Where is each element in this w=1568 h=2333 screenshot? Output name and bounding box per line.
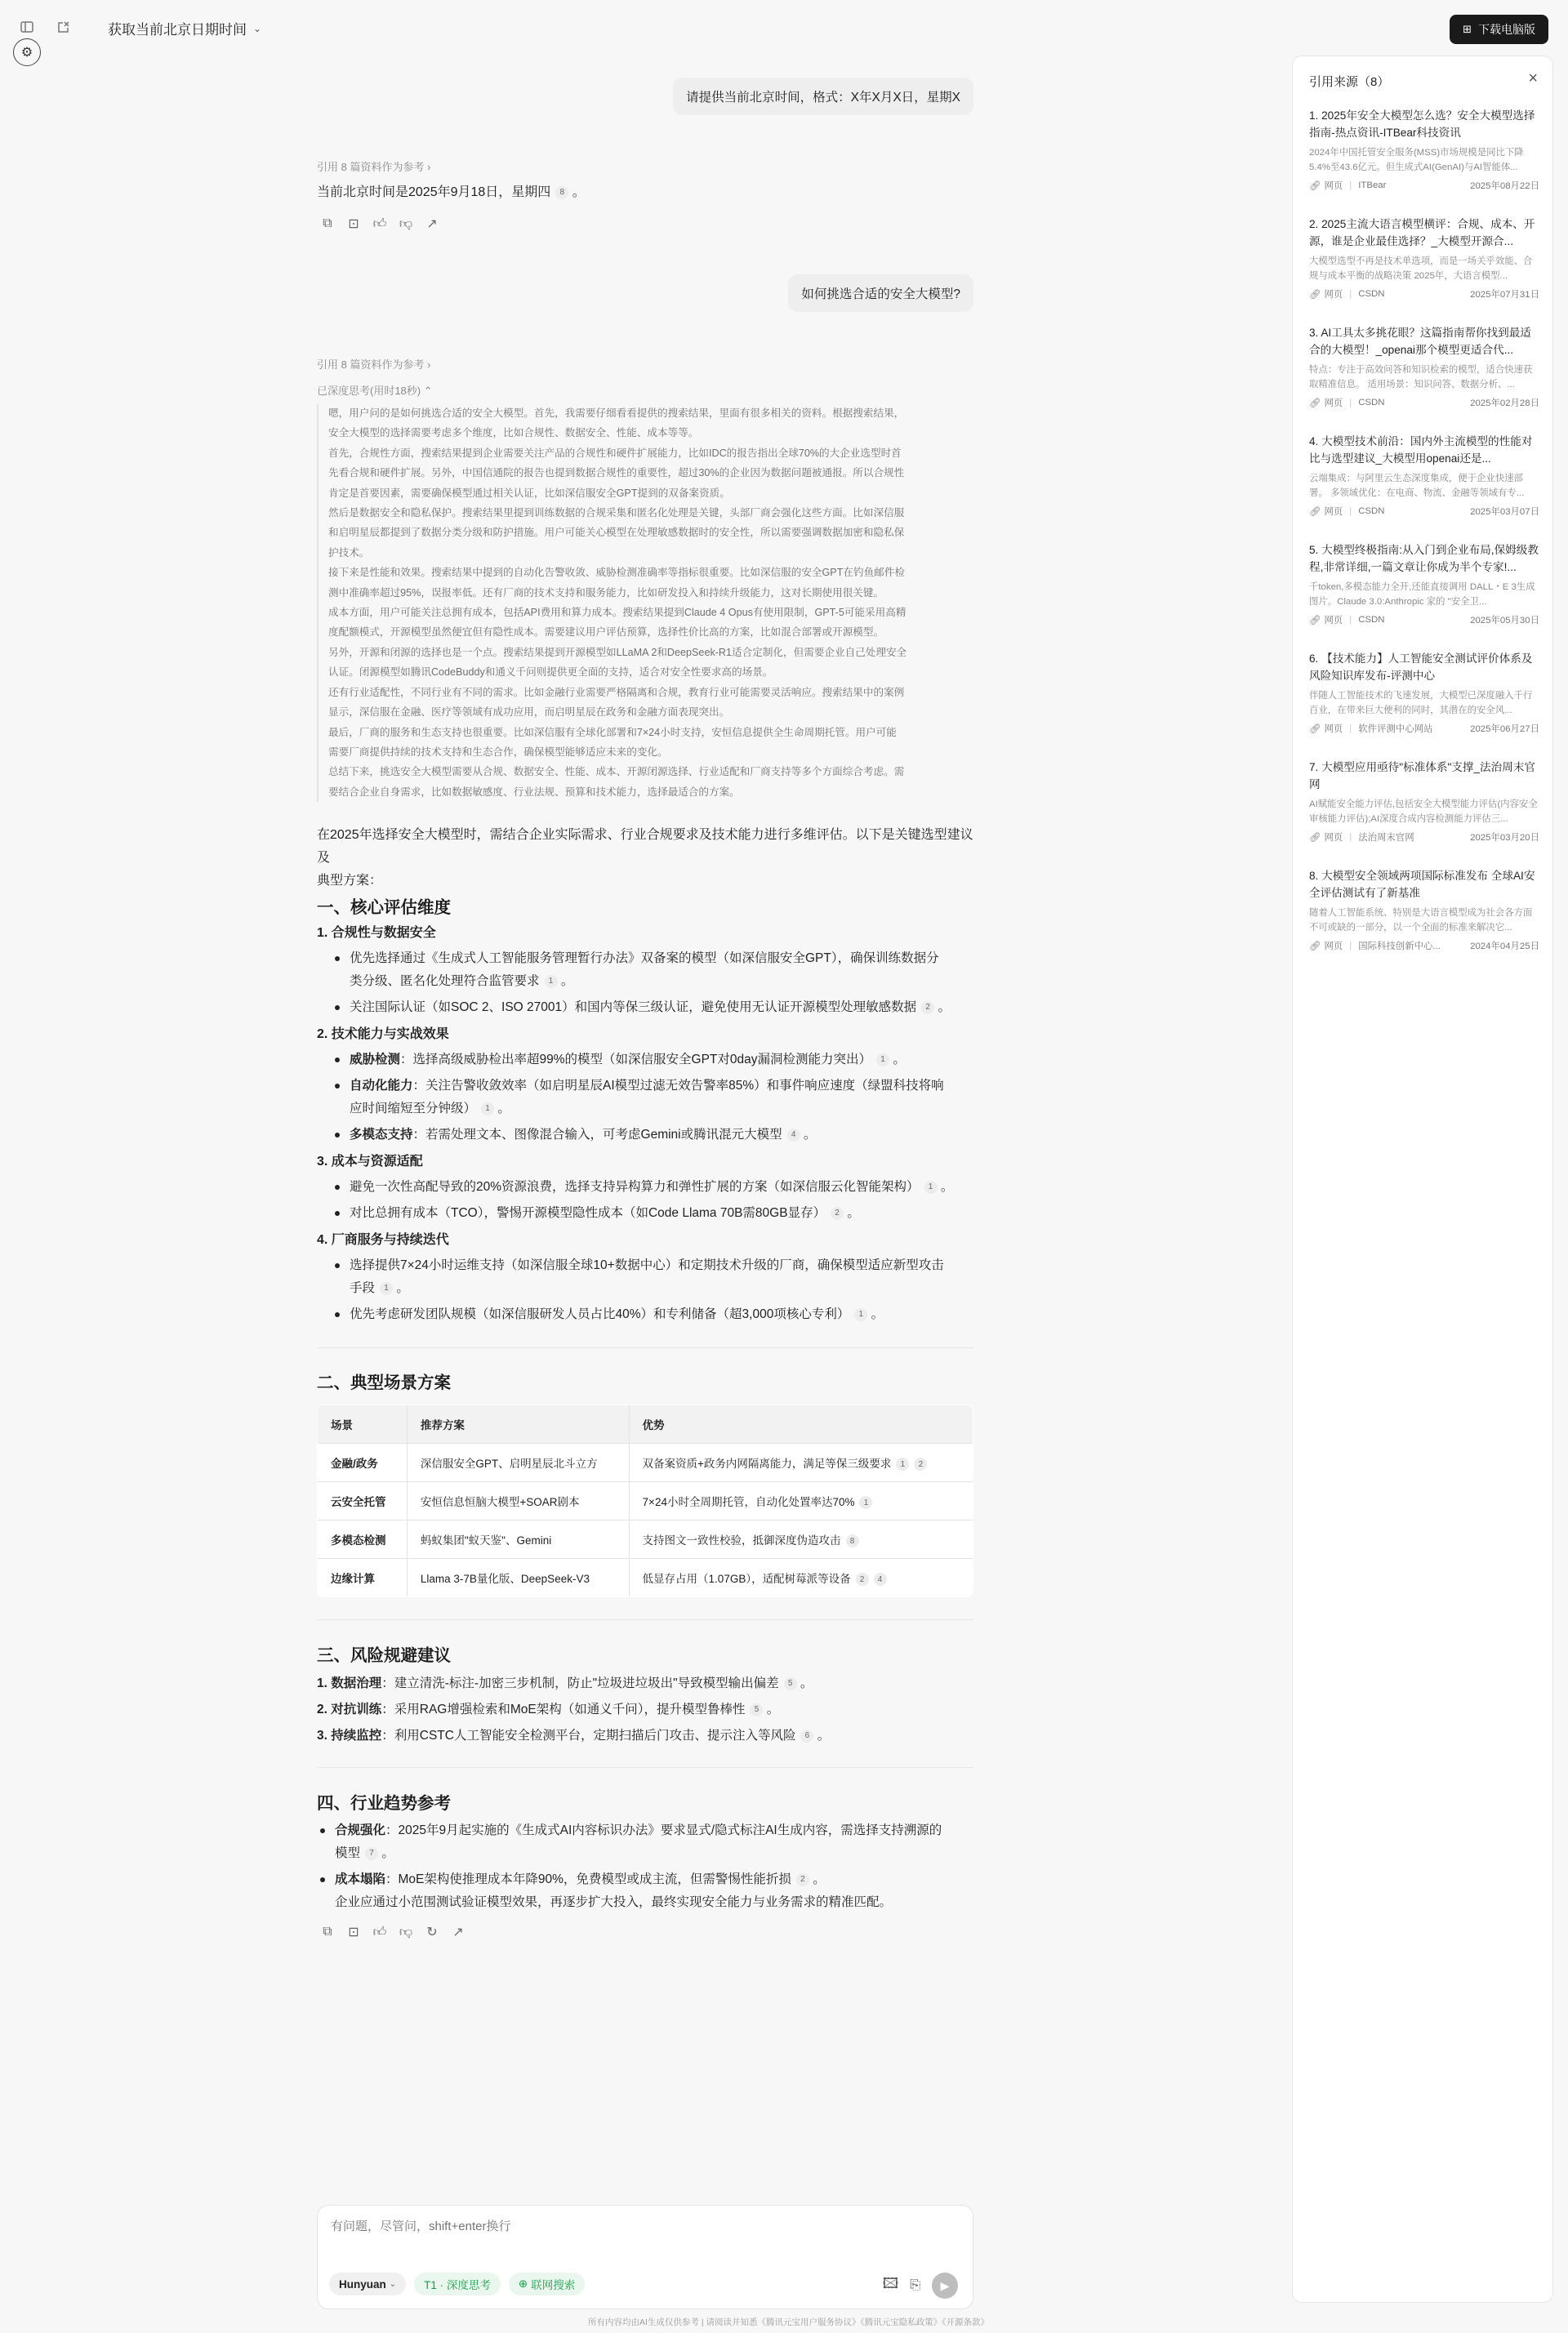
globe-icon: ⊕ <box>518 2277 528 2290</box>
source-item[interactable] <box>1309 107 1539 192</box>
section-heading: 二、典型场景方案 <box>317 1374 451 1392</box>
list-item: 成本塌陷：MoE架构使推理成本年降90%，免费模型或成主流，但需警惕性能折损 2 。 <box>317 1868 973 1891</box>
source-type: 网页 <box>1324 507 1343 517</box>
thinking-line: 总结下来，挑选安全大模型需要从合规、数据安全、性能、成本、开源闭源选择、行业适配和厂商支持等多个方面综合考虑。需 <box>328 766 905 778</box>
separator: | <box>1349 180 1352 190</box>
thinking-line: 最后，厂商的服务和生态支持也很重要。比如深信服有全球化部署和7×24小时支持，安恒信息提供全生命周期托管。用户可能 <box>328 726 897 738</box>
chevron-down-icon: ⌄ <box>253 22 262 34</box>
citation-badge[interactable]: 1 <box>876 1053 889 1066</box>
source-meta <box>1309 287 1539 301</box>
table-header-cell: 场景 <box>318 1405 408 1444</box>
settings-icon[interactable]: ⚙ <box>13 38 41 66</box>
subsection-title: 1. 合规性与数据安全 <box>317 926 436 940</box>
source-description: 大模型选型不再是技术单选项，而是一场关乎效能、合规与成本平衡的战略决策 2025年，大语言模型... <box>1309 256 1533 281</box>
share-icon[interactable]: ↗ <box>452 1926 464 1939</box>
thinking-line: 接下来是性能和效果。搜索结果中提到的自动化告警收敛、威胁检测准确率等指标很重要。比如深信服的安全GPT在钓鱼邮件检 <box>328 567 905 579</box>
source-type: 网页 <box>1324 290 1343 300</box>
citation-badge[interactable]: 5 <box>784 1677 797 1690</box>
reference-label: 引用 8 篇资料作为参考 <box>317 161 425 173</box>
bullet-list <box>317 1176 973 1225</box>
source-item[interactable] <box>1309 541 1539 626</box>
citation-badge[interactable]: 2 <box>856 1573 869 1586</box>
source-date: 2025年08月22日 <box>1470 181 1539 191</box>
regenerate-icon[interactable]: ↻ <box>426 1926 438 1939</box>
numbered-item: 2. 对抗训练：采用RAG增强检索和MoE架构（如通义千问），提升模型鲁棒性 5 。 <box>317 1703 780 1716</box>
citation-badge[interactable]: 2 <box>831 1207 844 1220</box>
list-item-text: 类分级、匿名化处理符合监管要求 <box>350 974 540 988</box>
source-item[interactable] <box>1309 433 1539 518</box>
thinking-line: 认证。闭源模型如腾讯CodeBuddy和通义千问则提供更全面的支持，适合对安全性要求高的场景。 <box>328 666 773 679</box>
conversation-title-text: 获取当前北京日期时间 <box>108 22 247 38</box>
source-site: ITBear <box>1358 180 1387 190</box>
thumbs-down-icon[interactable]: 👎︎ <box>399 216 413 231</box>
model-selector[interactable] <box>329 2273 406 2295</box>
citation-badge[interactable]: 7 <box>365 1847 378 1860</box>
sources-panel <box>1292 56 1553 2303</box>
item-number: 3. <box>317 1729 332 1743</box>
list-item-keyword: 成本塌陷 <box>335 1872 386 1886</box>
bullet-list <box>317 1819 973 1891</box>
citation-badge[interactable]: 4 <box>787 1129 800 1142</box>
source-meta <box>1309 179 1539 192</box>
thinking-line: 安全大模型的选择需要考虑多个维度，比如合规性、数据安全、性能、成本等等。 <box>328 427 699 439</box>
list-item: 优先考虑研发团队规模（如深信服研发人员占比40%）和专利储备（超3,000项核心专利） 1 。 <box>332 1303 973 1326</box>
list-item-text: 手段 <box>350 1281 376 1295</box>
user-message <box>788 274 973 312</box>
citation-badge[interactable]: 1 <box>859 1496 872 1509</box>
source-date: 2024年04月25日 <box>1470 942 1539 951</box>
separator: | <box>1349 941 1352 951</box>
file-upload-icon[interactable]: ⎘ <box>910 2278 920 2292</box>
thinking-line: 需要厂商提供持续的技术支持和生态合作，确保模型能够适应未来的变化。 <box>328 746 668 758</box>
list-item-text: ：2025年9月起实施的《生成式AI内容标识办法》要求显式/隐式标注AI生成内容，需选择支持溯源的 <box>385 1823 942 1837</box>
user-message <box>673 78 973 115</box>
list-item-text: ：选择高级威胁检出率超99%的模型（如深信服安全GPT对0day漏洞检测能力突出） <box>400 1053 872 1066</box>
link-icon: 🔗︎ <box>1309 942 1321 951</box>
source-title: 7. 大模型应用亟待"标准体系"支撑_法治周末官网 <box>1309 761 1536 790</box>
model-name: Hunyuan <box>339 2277 386 2291</box>
citation-badge[interactable]: 1 <box>896 1458 909 1471</box>
source-meta <box>1309 722 1539 735</box>
share-icon[interactable]: ↗ <box>426 217 438 231</box>
source-site: 法治周末官网 <box>1358 833 1414 843</box>
source-title: 6. 【技术能力】人工智能安全测试评价体系及风险知识库发布-评测中心 <box>1309 652 1533 682</box>
link-icon: 🔗︎ <box>1309 398 1321 408</box>
source-meta <box>1309 505 1539 518</box>
bullet-list <box>317 1254 973 1326</box>
source-type: 网页 <box>1324 398 1343 408</box>
table-cell-scene: 金融/政务 <box>318 1444 408 1482</box>
list-item: 合规强化：2025年9月起实施的《生成式AI内容标识办法》要求显式/隐式标注AI生成内容，需选择支持溯源的 模型 7 。 <box>317 1819 973 1865</box>
source-meta <box>1309 613 1539 626</box>
section-body <box>317 1818 973 1914</box>
list-item-text: 应时间缩短至分钟级） <box>350 1102 477 1115</box>
source-description: 伴随人工智能技术的飞速发展，大模型已深度融入千行百业，在带来巨大便利的同时，其潜在的安全风... <box>1309 691 1533 715</box>
source-date: 2025年07月31日 <box>1470 290 1539 300</box>
table-cell-scene: 边缘计算 <box>318 1559 408 1597</box>
source-description: 2024年中国托管安全服务(MSS)市场规模是同比下降5.4%至43.6亿元。但生成式AI(GenAI)与AI智能体... <box>1309 148 1524 172</box>
citation-badge[interactable]: 8 <box>555 186 568 199</box>
sidebar-toggle-icon[interactable] <box>14 14 40 40</box>
source-meta <box>1309 939 1539 952</box>
thinking-line: 和启明星辰都提到了数据分类分级和防护措施。用户可能关心模型在处理敏感数据时的安全性，所以需要强调数据加密和隐私保 <box>328 527 905 539</box>
thinking-line: 嗯，用户问的是如何挑选合适的安全大模型。首先，我需要仔细看看提供的搜索结果，里面有很多相关的资料。根据搜索结果， <box>328 407 905 419</box>
copy-icon[interactable]: ⧉ <box>323 216 332 230</box>
assistant-answer: 当前北京时间是2025年9月18日，星期四 8 。 <box>317 185 586 199</box>
section-body <box>317 921 973 1329</box>
chevron-down-icon: ⌄ <box>389 2279 397 2289</box>
list-item-text: ：MoE架构使推理成本年降90%，免费模型或成主流，但需警惕性能折损 <box>385 1872 791 1886</box>
link-icon: 🔗︎ <box>1309 290 1321 300</box>
thumbs-up-icon[interactable]: 👍︎ <box>372 216 387 231</box>
subsection-title: 2. 技术能力与实战效果 <box>317 1027 449 1041</box>
deep-thinking-label: 已深度思考(用时18秒) <box>317 385 421 397</box>
advantage-text: 低显存占用（1.07GB），适配树莓派等设备 <box>642 1572 851 1585</box>
list-item-text: 选择提供7×24小时运维支持（如深信服全球10+数据中心）和定期技术升级的厂商，确保模型适应新型攻击 <box>350 1258 944 1272</box>
source-site: 国际科技创新中心... <box>1358 942 1441 951</box>
conversation-title[interactable] <box>108 18 261 38</box>
source-site: CSDN <box>1358 398 1385 407</box>
separator: | <box>1349 832 1352 842</box>
citation-badge[interactable]: 1 <box>481 1102 494 1115</box>
web-search-toggle[interactable] <box>509 2273 585 2295</box>
source-date: 2025年05月30日 <box>1470 616 1539 626</box>
list-item: 关注国际认证（如SOC 2、ISO 27001）和国内等保三级认证，避免使用无认证开源模型处理敏感数据 2 。 <box>332 996 973 1019</box>
separator: | <box>1349 615 1352 625</box>
thinking-content <box>317 403 973 802</box>
source-site: CSDN <box>1358 615 1385 625</box>
list-item-text: 优先选择通过《生成式人工智能服务管理暂行办法》双备案的模型（如深信服安全GPT），确保训练数据分 <box>350 951 939 965</box>
source-title: 8. 大模型安全领域两项国际标准发布 全球AI安全评估测试有了新基准 <box>1309 870 1535 899</box>
thumbs-down-icon[interactable]: 👎︎ <box>399 1925 413 1939</box>
list-item: 避免一次性高配导致的20%资源浪费，选择支持异构算力和弹性扩展的方案（如深信服云化智能架构） 1 。 <box>332 1176 973 1199</box>
table-row <box>318 1482 973 1520</box>
source-title: 1. 2025年安全大模型怎么选？安全大模型选择指南-热点资讯-ITBear科技资讯 <box>1309 109 1535 139</box>
thinking-line: 肯定是首要因素，需要确保模型通过相关认证，比如深信服安全GPT提到的双备案资质。 <box>328 487 730 499</box>
source-item[interactable] <box>1309 216 1539 301</box>
list-item-text: 关注国际认证（如SOC 2、ISO 27001）和国内等保三级认证，避免使用无认证开源模型处理敏感数据 <box>350 1000 917 1014</box>
table-cell-plan: 蚂蚁集团"蚁天鉴"、Gemini <box>407 1520 629 1559</box>
section-heading: 四、行业趋势参考 <box>317 1794 451 1813</box>
section-body <box>317 1671 973 1749</box>
closing-text: 企业应通过小范围测试验证模型效果，再逐步扩大投入，最终实现安全能力与业务需求的精准匹配。 <box>335 1895 893 1909</box>
image-upload-icon[interactable]: 🖾 <box>882 2275 899 2291</box>
thinking-line: 显示，深信服在金融、医疗等领域有成功应用，而启明星辰在政务和金融方面表现突出。 <box>328 706 730 719</box>
divider <box>317 1619 973 1620</box>
divider <box>317 1347 973 1348</box>
separator: | <box>1349 289 1352 299</box>
scenario-table <box>317 1405 973 1597</box>
source-date: 2025年02月28日 <box>1470 398 1539 408</box>
source-type: 网页 <box>1324 942 1343 951</box>
subsection-title: 4. 厂商服务与持续迭代 <box>317 1233 449 1247</box>
advantage-text: 支持图文一致性校验，抵御深度伪造攻击 <box>642 1534 841 1547</box>
list-item: 威胁检测：选择高级威胁检出率超99%的模型（如深信服安全GPT对0day漏洞检测能力突出） 1 。 <box>332 1049 973 1071</box>
thinking-line: 先看合规和硬件扩展。另外，中国信通院的报告也提到数据合规性的重要性，超过30%的企业因为数据问题被通报。所以合规性 <box>328 467 905 479</box>
list-item-keyword: 威胁检测 <box>350 1053 401 1066</box>
user-message-text: 如何挑选合适的安全大模型? <box>801 287 960 301</box>
link-icon: 🔗︎ <box>1309 833 1321 843</box>
item-keyword: 对抗训练 <box>331 1703 382 1716</box>
intro-line: 在2025年选择安全大模型时，需结合企业实际需求、行业合规要求及技术能力进行多维评估。以下是关键选型建议及 <box>317 828 973 865</box>
download-desktop-button[interactable] <box>1450 15 1548 44</box>
answer-text: 当前北京时间是2025年9月18日，星期四 <box>317 185 551 199</box>
source-type: 网页 <box>1324 724 1343 734</box>
citation-badge[interactable]: 1 <box>924 1181 938 1194</box>
bookmark-icon[interactable]: ⊡ <box>348 1926 359 1939</box>
message-composer <box>317 2205 973 2309</box>
thinking-line: 然后是数据安全和隐私保护。搜索结果里提到训练数据的合规采集和匿名化处理是关键，头部厂商会强化这些方面。比如深信服 <box>328 507 905 519</box>
source-site: 软件评测中心网站 <box>1358 724 1433 734</box>
source-item[interactable] <box>1309 324 1539 409</box>
bullet-list <box>317 1049 973 1146</box>
table-header-cell: 推荐方案 <box>407 1405 629 1444</box>
item-keyword: 数据治理 <box>331 1676 382 1690</box>
table-row <box>318 1559 973 1597</box>
send-button[interactable]: ▶ <box>932 2273 958 2299</box>
citation-badge[interactable]: 2 <box>914 1458 927 1471</box>
thinking-line: 要结合企业自身需求，比如数据敏感度、行业法规、预算和技术能力，选择最适合的方案。 <box>328 786 740 798</box>
table-cell-advantage <box>629 1559 973 1597</box>
composer-options <box>329 2273 585 2295</box>
sources-panel-title: 引用来源（8） <box>1309 75 1390 89</box>
numbered-item: 1. 数据治理：建立清洗-标注-加密三步机制，防止"垃圾进垃圾出"导致模型输出偏差 5 。 <box>317 1676 813 1690</box>
item-number: 2. <box>317 1703 332 1716</box>
intro-line: 典型方案： <box>317 874 383 888</box>
deep-think-label: T1 · 深度思考 <box>424 2279 491 2291</box>
table-body <box>318 1444 973 1597</box>
source-site: CSDN <box>1358 506 1385 516</box>
advantage-text: 双备案资质+政务内网隔离能力，满足等保三级要求 <box>642 1457 892 1470</box>
list-item: 多模态支持：若需处理文本、图像混合输入，可考虑Gemini或腾讯混元大模型 4 。 <box>332 1124 973 1146</box>
source-date: 2025年03月20日 <box>1470 833 1539 843</box>
copy-icon[interactable]: ⧉ <box>323 1925 332 1939</box>
source-description: 随着人工智能系统、特别是大语言模型成为社会各方面不可或缺的一部分，以一个全面的标准来解决它... <box>1309 908 1533 933</box>
table-cell-advantage <box>629 1444 973 1482</box>
scenario-table-wrap <box>317 1405 973 1597</box>
table-cell-scene: 多模态检测 <box>318 1520 408 1559</box>
list-item-keyword: 合规强化 <box>335 1823 386 1837</box>
source-type: 网页 <box>1324 181 1343 191</box>
deep-thinking-toggle[interactable] <box>317 382 433 398</box>
item-keyword: 持续监控 <box>331 1729 382 1743</box>
citation-badge[interactable]: 6 <box>800 1730 813 1743</box>
reference-label: 引用 8 篇资料作为参考 <box>317 358 425 371</box>
separator: | <box>1349 506 1352 516</box>
source-item[interactable] <box>1309 867 1539 952</box>
user-message-text: 请提供当前北京时间，格式：X年X月X日，星期X <box>686 91 960 105</box>
message-input[interactable] <box>331 2217 960 2250</box>
table-cell-plan: Llama 3-7B量化版、DeepSeek-V3 <box>407 1559 629 1597</box>
source-type: 网页 <box>1324 833 1343 843</box>
thinking-line: 首先，合规性方面，搜索结果提到企业需要关注产品的合规性和硬件扩展能力，比如IDC的报告指出全球70%的大企业选型时首 <box>328 447 902 459</box>
source-title: 4. 大模型技术前沿：国内外主流模型的性能对比与选型建议_大模型用openai还是... <box>1309 435 1533 465</box>
thinking-line: 还有行业适配性，不同行业有不同的需求。比如金融行业需要严格隔离和合规，教育行业可能需要灵活响应。搜索结果中的案例 <box>328 686 905 698</box>
list-item-text: 优先考虑研发团队规模（如深信服研发人员占比40%）和专利储备（超3,000项核心专利） <box>350 1307 850 1321</box>
close-icon[interactable]: × <box>1528 69 1538 87</box>
table-cell-advantage <box>629 1520 973 1559</box>
reference-toggle[interactable] <box>317 158 430 174</box>
bookmark-icon[interactable]: ⊡ <box>348 217 359 231</box>
source-meta <box>1309 396 1539 409</box>
citation-badge[interactable]: 4 <box>874 1573 887 1586</box>
footer-disclaimer: 所有内容均由AI生成仅供参考 | 请阅读并知悉《腾讯元宝用户服务协议》《腾讯元宝隐私政策》《开源条款》 <box>588 2317 989 2327</box>
table-cell-plan: 深信服安全GPT、启明星辰北斗立方 <box>407 1444 629 1482</box>
link-icon: 🔗︎ <box>1309 507 1321 517</box>
table-header-row <box>318 1405 973 1444</box>
thinking-line: 度配额模式，开源模型虽然便宜但有隐性成本。需要建议用户评估预算，选择性价比高的方案，比如混合部署或开源模型。 <box>328 626 884 639</box>
thumbs-up-icon[interactable]: 👍︎ <box>372 1925 387 1939</box>
source-site: CSDN <box>1358 289 1385 299</box>
source-title: 5. 大模型终极指南:从入门到企业布局,保姆级教程,非常详细,一篇文章让你成为半个专家!... <box>1309 544 1539 573</box>
item-text: ：采用RAG增强检索和MoE架构（如通义千问），提升模型鲁棒性 <box>381 1703 746 1716</box>
section-heading: 一、核心评估维度 <box>317 898 451 917</box>
source-description: AI赋能安全能力评估,包括安全大模型能力评估(内容安全审核能力评估);AI深度合成内容检测能力评估三... <box>1309 799 1538 824</box>
table-cell-scene: 云安全托管 <box>318 1482 408 1520</box>
source-date: 2025年03月07日 <box>1470 507 1539 517</box>
thinking-line: 成本方面，用户可能关注总拥有成本，包括API费用和算力成本。搜索结果提到Claude 4 Opus有使用限制，GPT-5可能采用高精 <box>328 607 906 619</box>
link-icon: 🔗︎ <box>1309 181 1321 191</box>
table-cell-advantage <box>629 1482 973 1520</box>
message-actions <box>320 216 439 231</box>
citation-badge[interactable]: 1 <box>545 975 558 988</box>
chevron-right-icon: › <box>427 161 431 173</box>
numbered-item: 3. 持续监控：利用CSTC人工智能安全检测平台，定期扫描后门攻击、提示注入等风险 6 。 <box>317 1729 831 1743</box>
list-item-text: 避免一次性高配导致的20%资源浪费，选择支持异构算力和弹性扩展的方案（如深信服云化智能架构） <box>350 1180 920 1194</box>
table-header-cell: 优势 <box>629 1405 973 1444</box>
citation-badge[interactable]: 5 <box>750 1703 763 1716</box>
source-title: 2. 2025主流大语言模型横评：合规、成本、开源，谁是企业最佳选择？_大模型开源合... <box>1309 218 1535 247</box>
divider <box>317 1767 973 1768</box>
download-desktop-label: 下载电脑版 <box>1478 23 1535 36</box>
advantage-text: 7×24小时全周期托管，自动化处置率达70% <box>642 1495 855 1508</box>
bullet-list <box>317 947 973 1019</box>
composer-tools <box>883 2273 958 2299</box>
deep-think-toggle[interactable] <box>414 2273 501 2295</box>
thinking-line: 另外，开源和闭源的选择也是一个点。搜索结果提到开源模型如LLaMA 2和DeepSeek-R1适合定制化，但需要企业自己处理安全 <box>328 646 907 658</box>
section-heading: 三、风险规避建议 <box>317 1646 451 1665</box>
chevron-right-icon: › <box>427 358 431 371</box>
new-chat-icon[interactable] <box>51 14 77 40</box>
windows-icon: ⊞ <box>1463 23 1472 35</box>
subsection-title: 3. 成本与资源适配 <box>317 1155 423 1169</box>
item-text: ：利用CSTC人工智能安全检测平台，定期扫描后门攻击、提示注入等风险 <box>381 1729 796 1743</box>
thinking-line: 护技术。 <box>328 546 370 559</box>
link-icon: 🔗︎ <box>1309 724 1321 734</box>
list-item: 选择提供7×24小时运维支持（如深信服全球10+数据中心）和定期技术升级的厂商，确保模型适应新型攻击 手段 1 。 <box>332 1254 973 1300</box>
citation-badge[interactable]: 2 <box>796 1873 809 1886</box>
citation-badge[interactable]: 2 <box>921 1001 934 1014</box>
list-item: 对比总拥有成本（TCO），警惕开源模型隐性成本（如Code Llama 70B需80GB显存） 2 。 <box>332 1202 973 1225</box>
item-text: ：建立清洗-标注-加密三步机制，防止"垃圾进垃圾出"导致模型输出偏差 <box>381 1676 779 1690</box>
source-description: 特点：专注于高效问答和知识检索的模型，适合快速获取精准信息。 适用场景：知识问答、数据分析、... <box>1309 365 1533 390</box>
item-number: 1. <box>317 1676 332 1690</box>
table-cell-plan: 安恒信息恒脑大模型+SOAR剧本 <box>407 1482 629 1520</box>
reference-toggle[interactable] <box>317 356 430 372</box>
list-item-text: 模型 <box>335 1846 361 1860</box>
citation-badge[interactable]: 8 <box>846 1534 859 1547</box>
answer-intro <box>317 824 973 893</box>
table-row <box>318 1444 973 1482</box>
separator: | <box>1349 398 1352 407</box>
separator: | <box>1349 723 1352 733</box>
citation-badge[interactable]: 1 <box>854 1308 867 1321</box>
list-item: 自动化能力：关注告警收敛效率（如启明星辰AI模型过滤无效告警率85%）和事件响应速度（绿盟科技将响 应时间缩短至分钟级） 1 。 <box>332 1075 973 1120</box>
source-type: 网页 <box>1324 616 1343 626</box>
list-item: 优先选择通过《生成式人工智能服务管理暂行办法》双备案的模型（如深信服安全GPT），确保训练数据分 类分级、匿名化处理符合监管要求 1 。 <box>332 947 973 993</box>
source-title: 3. AI工具太多挑花眼？这篇指南帮你找到最适合的大模型！_openai那个模型更适合代... <box>1309 327 1531 356</box>
list-item-keyword: 自动化能力 <box>350 1079 413 1093</box>
web-search-label: 联网搜索 <box>531 2279 576 2291</box>
source-item[interactable] <box>1309 759 1539 844</box>
list-item-text: ：关注告警收敛效率（如启明星辰AI模型过滤无效告警率85%）和事件响应速度（绿盟科技将响 <box>412 1079 944 1093</box>
list-item-text: 对比总拥有成本（TCO），警惕开源模型隐性成本（如Code Llama 70B需80GB显存） <box>350 1206 826 1220</box>
source-date: 2025年06月27日 <box>1470 724 1539 734</box>
list-item-text: ：若需处理文本、图像混合输入，可考虑Gemini或腾讯混元大模型 <box>412 1128 782 1142</box>
list-item-keyword: 多模态支持 <box>350 1128 413 1142</box>
source-item[interactable] <box>1309 650 1539 735</box>
link-icon: 🔗︎ <box>1309 616 1321 626</box>
thinking-line: 测中准确率超过95%，误报率低。还有厂商的技术支持和服务能力，比如研发投入和持续升级能力，这对长期使用很关键。 <box>328 586 884 599</box>
source-meta <box>1309 830 1539 844</box>
message-actions <box>320 1925 466 1939</box>
source-description: 云端集成：与阿里云生态深度集成，便于企业快速部署。 多领域优化：在电商、物流、金融等领域有专... <box>1309 474 1525 498</box>
chevron-up-icon: ⌃ <box>423 385 433 397</box>
table-row <box>318 1520 973 1559</box>
source-description: 千token,多模态能力全开,还能直接调用 DALL・E 3生成图片。Claude 3.0:Anthropic 家的 "安全卫... <box>1309 582 1535 607</box>
citation-badge[interactable]: 1 <box>380 1282 393 1295</box>
